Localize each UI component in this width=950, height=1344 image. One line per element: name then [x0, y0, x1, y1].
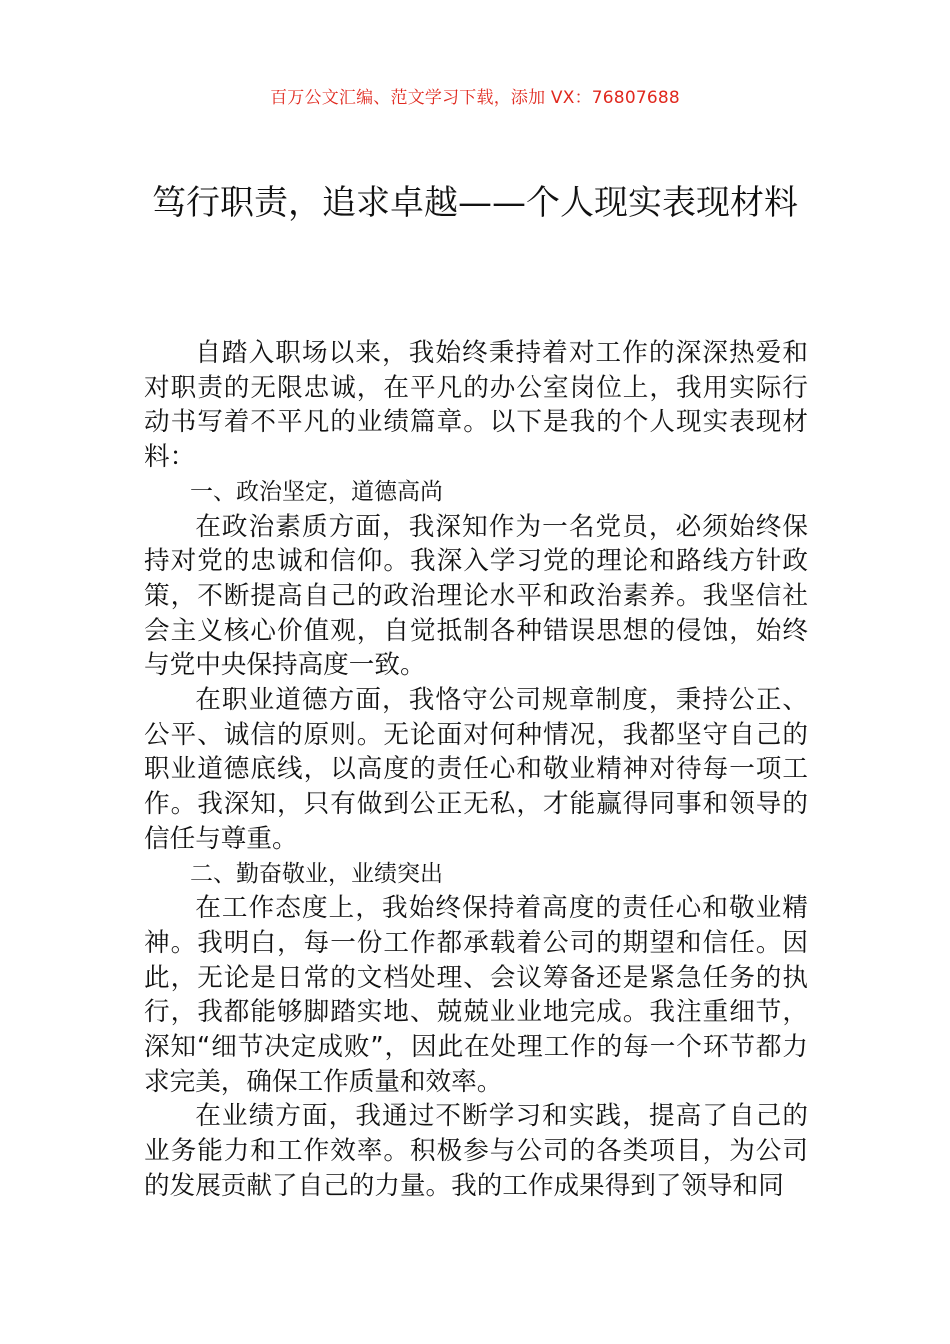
paragraph-professional-ethics: 在职业道德方面，我恪守公司规章制度，秉持公正、公平、诚信的原则。无论面对何种情况，我都坚守自己的职业道德底线，以高度的责任心和敬业精神对待每一项工作。我深知，只有做到公正无私，才能赢得同事和领导的信任与尊重。 [144, 685, 808, 854]
paragraph-political-quality: 在政治素质方面，我深知作为一名党员，必须始终保持对党的忠诚和信仰。我深入学习党的理论和路线方针政策，不断提高自己的政治理论水平和政治素养。我坚信社会主义核心价值观，自觉抵制各种错误思想的侵蚀，始终与党中央保持高度一致。 [144, 511, 808, 681]
section-heading-2: 二、勤奋敬业，业绩突出 [190, 860, 443, 887]
header-note: 百万公文汇编、范文学习下载，添加 VX：76807688 [270, 88, 680, 108]
document-body [144, 336, 808, 1204]
intro-paragraph: 自踏入职场以来，我始终秉持着对工作的深深热爱和对职责的无限忠诚，在平凡的办公室岗位上，我用实际行动书写着不平凡的业绩篇章。以下是我的个人现实表现材料： [144, 338, 808, 473]
paragraph-performance: 在业绩方面，我通过不断学习和实践，提高了自己的业务能力和工作效率。积极参与公司的各类项目，为公司的发展贡献了自己的力量。我的工作成果得到了领导和同 [144, 1101, 808, 1201]
paragraph-work-attitude: 在工作态度上，我始终保持着高度的责任心和敬业精神。我明白，每一份工作都承载着公司的期望和信任。因此，无论是日常的文档处理、会议筹备还是紧急任务的执行，我都能够脚踏实地、兢兢业业地完成。我注重细节，深知“细节决定成败”，因此在处理工作的每一个环节都力求完美，确保工作质量和效率。 [144, 893, 808, 1097]
section-heading-1: 一、政治坚定，道德高尚 [190, 478, 443, 505]
document-title: 笃行职责，追求卓越——个人现实表现材料 [152, 183, 798, 223]
